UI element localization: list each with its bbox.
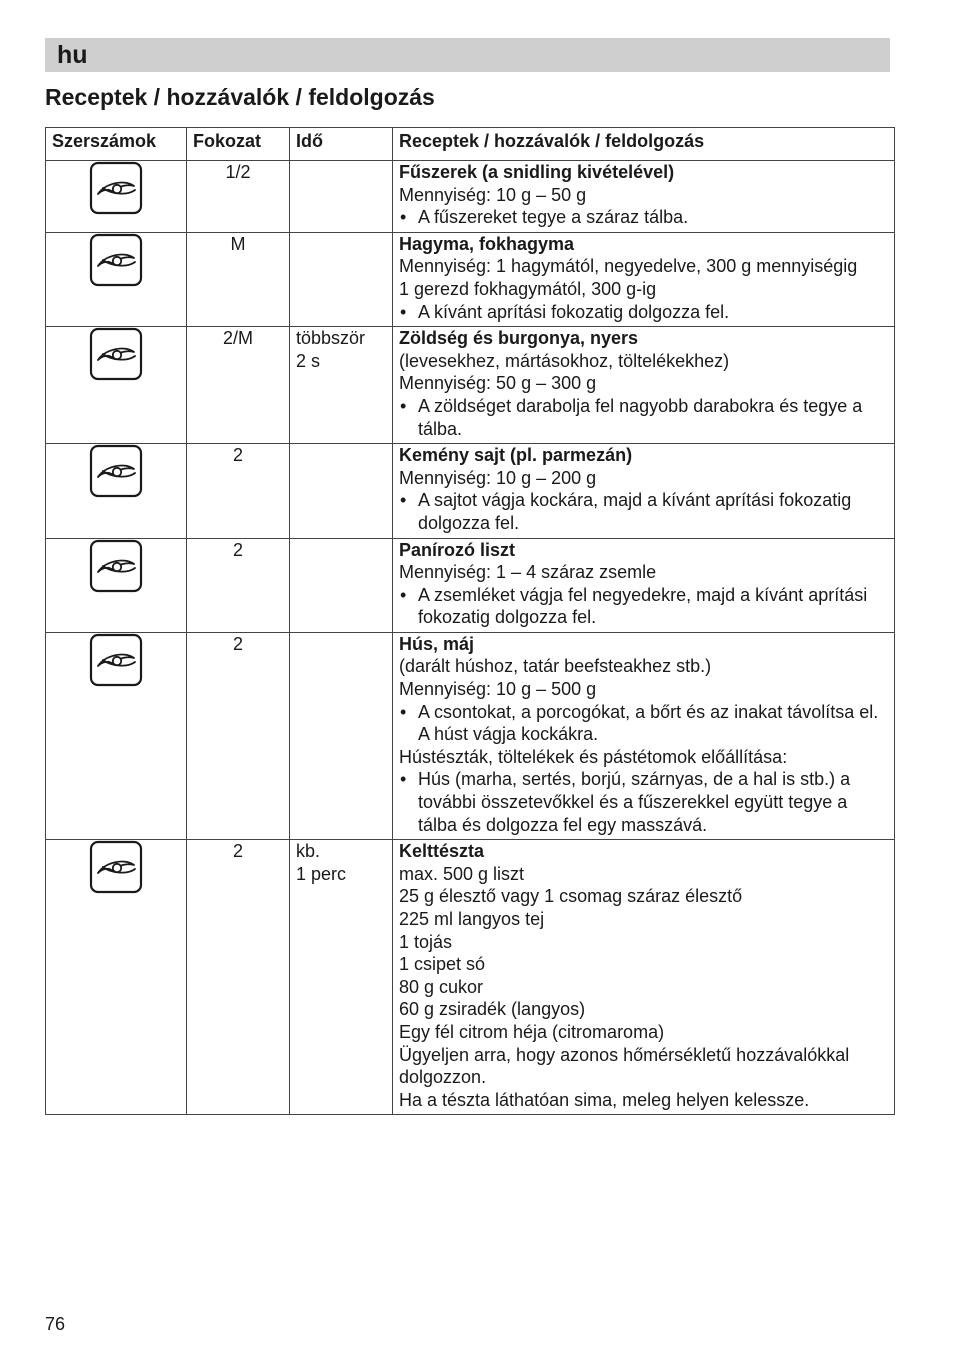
- level-cell: 2: [187, 632, 290, 839]
- level-cell: M: [187, 232, 290, 326]
- recipe-title: Fűszerek (a snidling kivételével): [399, 162, 675, 182]
- recipe-line: 1 gerezd fokhagymától, 300 g-ig: [399, 278, 657, 299]
- recipe-bullet: • A sajtot vágja kockára, majd a kívánt aprítási fokozatig dolgozza fel.: [399, 489, 888, 534]
- recipe-line: 1 csipet só: [399, 954, 486, 975]
- language-code: hu: [57, 41, 88, 69]
- blade-icon: [89, 444, 143, 498]
- recipes-table: [45, 127, 895, 1115]
- time-cell: [290, 232, 393, 326]
- level-cell: 2: [187, 444, 290, 538]
- recipe-line: 1 tojás: [399, 931, 453, 952]
- recipe-bullet: • A fűszereket tegye a száraz tálba.: [399, 206, 888, 229]
- recipe-title: Panírozó liszt: [399, 539, 516, 560]
- time-cell: [290, 444, 393, 538]
- recipe-line: Mennyiség: 50 g – 300 g: [399, 373, 597, 394]
- time-cell: [290, 327, 393, 444]
- blade-icon: [89, 539, 143, 593]
- time-line: 2 s: [296, 350, 321, 371]
- time-cell: [290, 840, 393, 1115]
- recipe-bullet: • Hús (marha, sertés, borjú, szárnyas, de a hal is stb.) a további összetevőkkel és a fűszerekkel együtt tegye a tálba és dolgozza fel egy masszává.: [399, 768, 888, 836]
- tool-cell: [46, 232, 187, 326]
- table-row: [46, 840, 895, 1115]
- table-row: [46, 632, 895, 839]
- level-cell: 2: [187, 840, 290, 1115]
- time-line: 1 perc: [296, 863, 347, 884]
- blade-icon: [89, 840, 143, 894]
- recipe-line: 80 g cukor: [399, 976, 484, 997]
- table-row: [46, 444, 895, 538]
- recipe-cell: [393, 327, 895, 444]
- recipe-line: Mennyiség: 10 g – 50 g: [399, 184, 587, 205]
- time-cell: [290, 538, 393, 632]
- recipe-bullet: • A kívánt aprítási fokozatig dolgozza fel.: [399, 301, 888, 324]
- recipe-cell: [393, 232, 895, 326]
- time-cell: [290, 632, 393, 839]
- language-bar: [45, 38, 890, 72]
- table-row: [46, 538, 895, 632]
- table-row: [46, 161, 895, 233]
- header-tools: Szerszámok: [46, 128, 187, 161]
- time-line: többször: [296, 328, 366, 349]
- recipe-line: Ügyeljen arra, hogy azonos hőmérsékletű hozzávalókkal dolgozzon.: [399, 1044, 850, 1088]
- table-row: [46, 232, 895, 326]
- recipe-bullet: • A zsemléket vágja fel negyedekre, majd a kívánt aprítási fokozatig dolgozza fel.: [399, 584, 888, 629]
- recipe-line: 25 g élesztő vagy 1 csomag száraz élesztő: [399, 886, 743, 907]
- recipe-cell: [393, 840, 895, 1115]
- blade-icon: [89, 161, 143, 215]
- recipe-line: Hústészták, töltelékek és pástétomok előállítása:: [399, 746, 788, 767]
- tool-cell: [46, 161, 187, 233]
- recipe-line: Mennyiség: 10 g – 500 g: [399, 679, 597, 700]
- tool-cell: [46, 444, 187, 538]
- recipe-line: Mennyiség: 1 – 4 száraz zsemle: [399, 562, 657, 583]
- blade-icon: [89, 327, 143, 381]
- level-cell: 1/2: [187, 161, 290, 233]
- recipe-line: Ha a tészta láthatóan sima, meleg helyen kelessze.: [399, 1089, 810, 1110]
- page-number: 76: [45, 1314, 66, 1334]
- table-row: [46, 327, 895, 444]
- tool-cell: [46, 840, 187, 1115]
- recipe-title: Zöldség és burgonya, nyers: [399, 328, 639, 349]
- level-cell: 2/M: [187, 327, 290, 444]
- blade-icon: [89, 233, 143, 287]
- header-time: Idő: [290, 128, 393, 161]
- recipe-cell: [393, 444, 895, 538]
- recipe-title: Hagyma, fokhagyma: [399, 233, 575, 254]
- recipe-cell: [393, 632, 895, 839]
- recipe-line: 225 ml langyos tej: [399, 909, 545, 929]
- recipe-line: Mennyiség: 10 g – 200 g: [399, 467, 597, 488]
- blade-icon: [89, 633, 143, 687]
- recipe-cell: [393, 538, 895, 632]
- time-line: kb.: [296, 841, 321, 862]
- section-title: Receptek / hozzávalók / feldolgozás: [45, 84, 435, 110]
- time-cell: [290, 161, 393, 233]
- tool-cell: [46, 632, 187, 839]
- recipe-title: Kemény sajt (pl. parmezán): [399, 445, 633, 466]
- recipe-line: 60 g zsiradék (langyos): [399, 999, 586, 1020]
- recipe-line: Egy fél citrom héja (citromaroma): [399, 1021, 665, 1042]
- recipe-line: (levesekhez, mártásokhoz, töltelékekhez): [399, 350, 730, 371]
- recipe-title: Kelttészta: [399, 841, 485, 862]
- table-body: [46, 161, 895, 1115]
- recipe-bullet: • A zöldséget darabolja fel nagyobb darabokra és tegye a tálba.: [399, 395, 888, 440]
- recipe-cell: [393, 161, 895, 233]
- recipe-title: Hús, máj: [399, 633, 475, 654]
- header-level: Fokozat: [187, 128, 290, 161]
- table-header-row: [46, 128, 895, 161]
- recipe-line: max. 500 g liszt: [399, 863, 525, 884]
- recipe-line: Mennyiség: 1 hagymától, negyedelve, 300 g mennyiségig: [399, 256, 858, 277]
- recipe-line: (darált húshoz, tatár beefsteakhez stb.): [399, 656, 712, 677]
- level-cell: 2: [187, 538, 290, 632]
- recipe-bullet: • A csontokat, a porcogókat, a bőrt és az inakat távolítsa el. A húst vágja kockákra.: [399, 701, 888, 746]
- tool-cell: [46, 327, 187, 444]
- tool-cell: [46, 538, 187, 632]
- header-recipe: Receptek / hozzávalók / feldolgozás: [393, 128, 895, 161]
